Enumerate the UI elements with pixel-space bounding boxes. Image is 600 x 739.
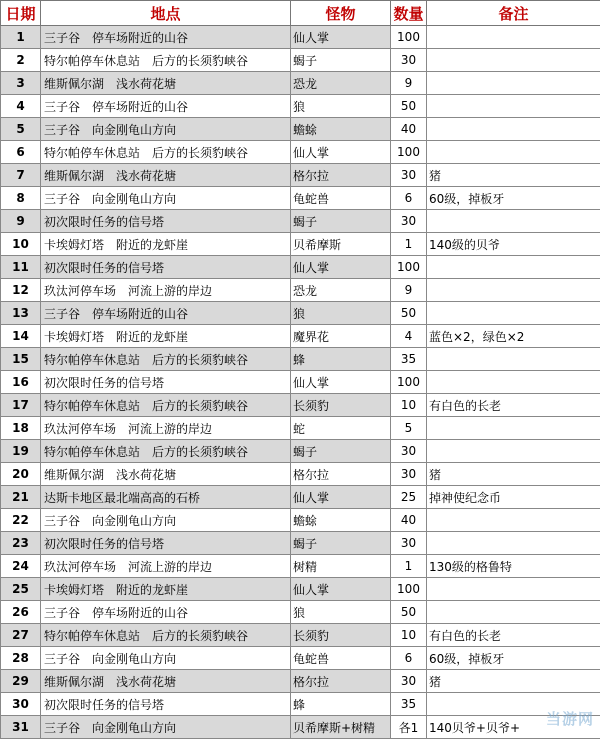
table-row xyxy=(1,233,600,256)
cell-date: 14 xyxy=(1,325,41,348)
cell-note: 140级的贝爷 xyxy=(427,233,600,256)
cell-note xyxy=(427,210,600,233)
cell-quantity: 100 xyxy=(391,578,427,601)
cell-quantity: 50 xyxy=(391,601,427,624)
cell-quantity: 6 xyxy=(391,187,427,210)
cell-date: 18 xyxy=(1,417,41,440)
cell-quantity: 10 xyxy=(391,394,427,417)
header-monster: 怪物 xyxy=(291,1,391,26)
cell-date: 26 xyxy=(1,601,41,624)
table-row xyxy=(1,486,600,509)
cell-note: 60级，掉板牙 xyxy=(427,187,600,210)
cell-note: 60级，掉板牙 xyxy=(427,647,600,670)
table-row xyxy=(1,670,600,693)
cell-monster: 蝎子 xyxy=(291,532,391,555)
cell-note: 蓝色×2，绿色×2 xyxy=(427,325,600,348)
table-row xyxy=(1,601,600,624)
cell-date: 6 xyxy=(1,141,41,164)
cell-note xyxy=(427,440,600,463)
cell-quantity: 40 xyxy=(391,118,427,141)
cell-quantity: 40 xyxy=(391,509,427,532)
cell-location: 维斯佩尔湖 浅水荷花塘 xyxy=(41,72,291,95)
cell-quantity: 1 xyxy=(391,555,427,578)
cell-monster: 贝希摩斯+树精 xyxy=(291,716,391,739)
cell-quantity: 9 xyxy=(391,279,427,302)
cell-location: 初次限时任务的信号塔 xyxy=(41,256,291,279)
cell-location: 三子谷 向金刚龟山方向 xyxy=(41,118,291,141)
cell-location: 维斯佩尔湖 浅水荷花塘 xyxy=(41,164,291,187)
table-row xyxy=(1,256,600,279)
cell-monster: 恐龙 xyxy=(291,279,391,302)
header-location: 地点 xyxy=(41,1,291,26)
cell-quantity: 35 xyxy=(391,348,427,371)
cell-location: 初次限时任务的信号塔 xyxy=(41,532,291,555)
table-row xyxy=(1,394,600,417)
cell-quantity: 30 xyxy=(391,210,427,233)
cell-quantity: 30 xyxy=(391,164,427,187)
cell-note xyxy=(427,601,600,624)
cell-location: 达斯卡地区最北端高高的石桥 xyxy=(41,486,291,509)
cell-date: 10 xyxy=(1,233,41,256)
cell-monster: 树精 xyxy=(291,555,391,578)
cell-monster: 狼 xyxy=(291,302,391,325)
cell-note: 有白色的长老 xyxy=(427,624,600,647)
cell-location: 初次限时任务的信号塔 xyxy=(41,693,291,716)
cell-monster: 长须豹 xyxy=(291,624,391,647)
table-header-row xyxy=(1,1,600,26)
cell-monster: 魔界花 xyxy=(291,325,391,348)
table-row xyxy=(1,555,600,578)
cell-location: 三子谷 向金刚龟山方向 xyxy=(41,716,291,739)
cell-quantity: 9 xyxy=(391,72,427,95)
cell-date: 1 xyxy=(1,26,41,49)
table-row xyxy=(1,348,600,371)
watermark-logo: 当游网 xyxy=(546,708,594,729)
table-row xyxy=(1,371,600,394)
cell-quantity: 35 xyxy=(391,693,427,716)
table-row xyxy=(1,302,600,325)
cell-date: 27 xyxy=(1,624,41,647)
cell-location: 卡埃姆灯塔 附近的龙虾崖 xyxy=(41,233,291,256)
cell-monster: 蟾蜍 xyxy=(291,118,391,141)
cell-note xyxy=(427,302,600,325)
cell-date: 29 xyxy=(1,670,41,693)
cell-note xyxy=(427,578,600,601)
cell-location: 卡埃姆灯塔 附近的龙虾崖 xyxy=(41,325,291,348)
cell-location: 三子谷 向金刚龟山方向 xyxy=(41,647,291,670)
cell-location: 三子谷 停车场附近的山谷 xyxy=(41,302,291,325)
cell-quantity: 100 xyxy=(391,141,427,164)
cell-location: 三子谷 停车场附近的山谷 xyxy=(41,601,291,624)
cell-quantity: 25 xyxy=(391,486,427,509)
cell-monster: 蝎子 xyxy=(291,210,391,233)
cell-quantity: 30 xyxy=(391,440,427,463)
cell-date: 22 xyxy=(1,509,41,532)
cell-date: 19 xyxy=(1,440,41,463)
cell-note xyxy=(427,95,600,118)
cell-monster: 恐龙 xyxy=(291,72,391,95)
cell-date: 8 xyxy=(1,187,41,210)
cell-note xyxy=(427,141,600,164)
cell-quantity: 30 xyxy=(391,49,427,72)
table-row xyxy=(1,118,600,141)
cell-date: 23 xyxy=(1,532,41,555)
cell-monster: 狼 xyxy=(291,601,391,624)
table-row xyxy=(1,716,600,739)
cell-location: 卡埃姆灯塔 附近的龙虾崖 xyxy=(41,578,291,601)
cell-note xyxy=(427,371,600,394)
cell-location: 三子谷 停车场附近的山谷 xyxy=(41,95,291,118)
cell-date: 13 xyxy=(1,302,41,325)
cell-location: 三子谷 停车场附近的山谷 xyxy=(41,26,291,49)
cell-date: 31 xyxy=(1,716,41,739)
cell-monster: 龟蛇兽 xyxy=(291,647,391,670)
cell-date: 2 xyxy=(1,49,41,72)
cell-location: 初次限时任务的信号塔 xyxy=(41,371,291,394)
cell-note: 猪 xyxy=(427,164,600,187)
cell-quantity: 30 xyxy=(391,532,427,555)
cell-note: 有白色的长老 xyxy=(427,394,600,417)
cell-location: 特尔帕停车休息站 后方的长须豹峡谷 xyxy=(41,394,291,417)
table-row xyxy=(1,164,600,187)
table-row xyxy=(1,95,600,118)
cell-monster: 蜂 xyxy=(291,348,391,371)
table-row xyxy=(1,532,600,555)
cell-monster: 蟾蜍 xyxy=(291,509,391,532)
cell-quantity: 各1 xyxy=(391,716,427,739)
cell-quantity: 4 xyxy=(391,325,427,348)
cell-date: 20 xyxy=(1,463,41,486)
cell-date: 25 xyxy=(1,578,41,601)
cell-note: 掉神使纪念币 xyxy=(427,486,600,509)
cell-monster: 格尔拉 xyxy=(291,670,391,693)
cell-monster: 蝎子 xyxy=(291,49,391,72)
cell-monster: 长须豹 xyxy=(291,394,391,417)
cell-note xyxy=(427,509,600,532)
cell-location: 特尔帕停车休息站 后方的长须豹峡谷 xyxy=(41,141,291,164)
cell-location: 维斯佩尔湖 浅水荷花塘 xyxy=(41,463,291,486)
cell-date: 12 xyxy=(1,279,41,302)
table-row xyxy=(1,187,600,210)
header-note: 备注 xyxy=(427,1,600,26)
table-row xyxy=(1,417,600,440)
cell-monster: 格尔拉 xyxy=(291,463,391,486)
cell-quantity: 50 xyxy=(391,302,427,325)
cell-quantity: 1 xyxy=(391,233,427,256)
table-row xyxy=(1,279,600,302)
cell-location: 玖汰河停车场 河流上游的岸边 xyxy=(41,279,291,302)
table-row xyxy=(1,72,600,95)
cell-date: 28 xyxy=(1,647,41,670)
cell-note xyxy=(427,279,600,302)
cell-quantity: 50 xyxy=(391,95,427,118)
cell-date: 17 xyxy=(1,394,41,417)
cell-date: 16 xyxy=(1,371,41,394)
table-row xyxy=(1,210,600,233)
cell-location: 维斯佩尔湖 浅水荷花塘 xyxy=(41,670,291,693)
table-row xyxy=(1,49,600,72)
cell-quantity: 10 xyxy=(391,624,427,647)
cell-note xyxy=(427,256,600,279)
cell-date: 21 xyxy=(1,486,41,509)
cell-date: 9 xyxy=(1,210,41,233)
cell-location: 特尔帕停车休息站 后方的长须豹峡谷 xyxy=(41,348,291,371)
cell-monster: 龟蛇兽 xyxy=(291,187,391,210)
cell-location: 特尔帕停车休息站 后方的长须豹峡谷 xyxy=(41,624,291,647)
cell-monster: 仙人掌 xyxy=(291,26,391,49)
cell-note xyxy=(427,348,600,371)
cell-note xyxy=(427,26,600,49)
cell-monster: 仙人掌 xyxy=(291,141,391,164)
table-row xyxy=(1,624,600,647)
table-body xyxy=(1,26,600,739)
cell-location: 三子谷 向金刚龟山方向 xyxy=(41,509,291,532)
cell-note xyxy=(427,118,600,141)
table-row xyxy=(1,440,600,463)
cell-note xyxy=(427,532,600,555)
cell-monster: 蛇 xyxy=(291,417,391,440)
cell-location: 特尔帕停车休息站 后方的长须豹峡谷 xyxy=(41,440,291,463)
cell-location: 玖汰河停车场 河流上游的岸边 xyxy=(41,417,291,440)
cell-note xyxy=(427,693,600,716)
cell-date: 5 xyxy=(1,118,41,141)
cell-quantity: 6 xyxy=(391,647,427,670)
cell-monster: 仙人掌 xyxy=(291,256,391,279)
table-row xyxy=(1,578,600,601)
cell-location: 特尔帕停车休息站 后方的长须豹峡谷 xyxy=(41,49,291,72)
cell-monster: 仙人掌 xyxy=(291,371,391,394)
cell-date: 30 xyxy=(1,693,41,716)
cell-date: 11 xyxy=(1,256,41,279)
cell-quantity: 100 xyxy=(391,371,427,394)
table-row xyxy=(1,26,600,49)
cell-date: 24 xyxy=(1,555,41,578)
cell-monster: 蝎子 xyxy=(291,440,391,463)
cell-quantity: 100 xyxy=(391,256,427,279)
cell-monster: 蜂 xyxy=(291,693,391,716)
cell-note: 140贝爷+贝爷+ xyxy=(427,716,600,739)
cell-location: 三子谷 向金刚龟山方向 xyxy=(41,187,291,210)
cell-note: 130级的格鲁特 xyxy=(427,555,600,578)
header-quantity: 数量 xyxy=(391,1,427,26)
table-row xyxy=(1,463,600,486)
cell-quantity: 30 xyxy=(391,670,427,693)
cell-note xyxy=(427,417,600,440)
cell-note: 猪 xyxy=(427,463,600,486)
cell-quantity: 30 xyxy=(391,463,427,486)
cell-date: 7 xyxy=(1,164,41,187)
cell-note xyxy=(427,72,600,95)
table-row xyxy=(1,693,600,716)
cell-quantity: 100 xyxy=(391,26,427,49)
cell-monster: 格尔拉 xyxy=(291,164,391,187)
cell-date: 4 xyxy=(1,95,41,118)
table-row xyxy=(1,647,600,670)
cell-monster: 狼 xyxy=(291,95,391,118)
cell-location: 玖汰河停车场 河流上游的岸边 xyxy=(41,555,291,578)
cell-monster: 贝希摩斯 xyxy=(291,233,391,256)
cell-note: 猪 xyxy=(427,670,600,693)
cell-note xyxy=(427,49,600,72)
table-row xyxy=(1,325,600,348)
cell-monster: 仙人掌 xyxy=(291,578,391,601)
table-row xyxy=(1,141,600,164)
header-date: 日期 xyxy=(1,1,41,26)
table-row xyxy=(1,509,600,532)
cell-date: 3 xyxy=(1,72,41,95)
cell-location: 初次限时任务的信号塔 xyxy=(41,210,291,233)
cell-quantity: 5 xyxy=(391,417,427,440)
cell-date: 15 xyxy=(1,348,41,371)
cell-monster: 仙人掌 xyxy=(291,486,391,509)
